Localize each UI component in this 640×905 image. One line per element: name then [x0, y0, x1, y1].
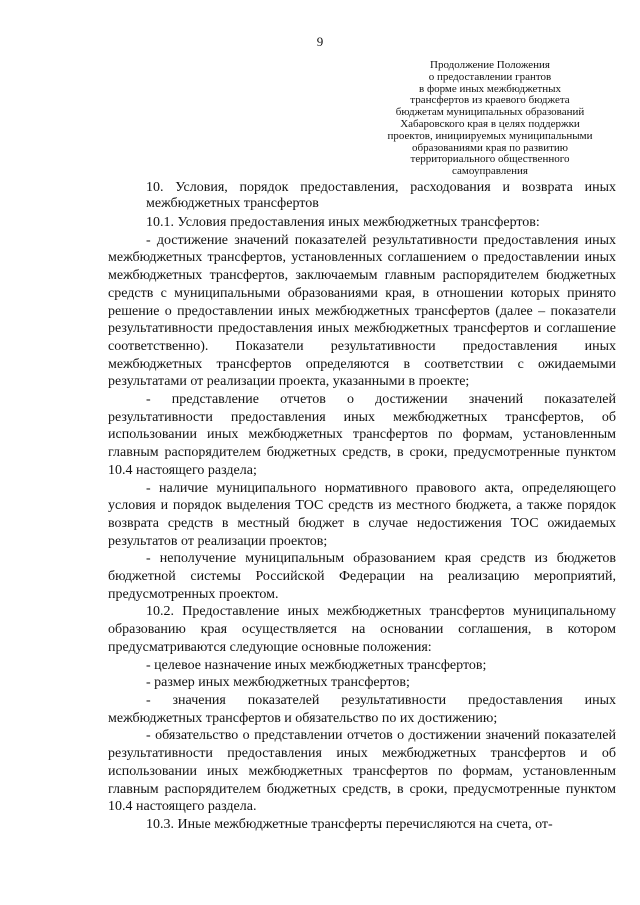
section-title: 10. Условия, порядок предоставления, расходования и возврата иных межбюджетных трансфертов [146, 180, 616, 211]
paragraph: - обязательство о представлении отчетов о достижении значений показателей результативности предоставления иных межбюджетных трансфертов и об использовании иных межбюджетных трансфертов по формам, установленным главным распорядителем бюджетных средств, в сроки, предусмотренные пунктом 10.4 настоящего раздела. [108, 728, 616, 815]
paragraph: - достижение значений показателей результативности предоставления иных межбюджетных трансфертов, установленных соглашением о предоставлении иных межбюджетных трансфертов, заключаемым главным распорядителем бюджетных средств с муниципальными образованиями края, в отношении которых принято решение о предоставлении иных межбюджетных трансфертов (далее – показатели результативности предоставления иных межбюджетных трансфертов и соглашение соответственно). Показатели результативности предоставления иных межбюджетных трансфертов определяются в соответствии с ожидаемыми результатами от реализации проекта, указанными в проекте; [108, 232, 616, 390]
header-line: самоуправления [452, 165, 528, 178]
header-line: Продолжение Положения [430, 59, 550, 71]
paragraph: - размер иных межбюджетных трансфертов; [146, 675, 410, 691]
document-body [108, 214, 616, 834]
paragraph: - наличие муниципального нормативного правового акта, определяющего условия и порядок выделения ТОС средств из местного бюджета, а также порядок возврата средств в местный бюджет в случае недостижения ТОС ожидаемых результатов от реализации проектов; [108, 480, 616, 549]
header-line: трансфертов из краевого бюджета [410, 94, 570, 107]
paragraph: - неполучение муниципальным образованием края средств из бюджетов бюджетной системы Российской Федерации на реализацию мероприятий, предусмотренных проектом. [108, 551, 616, 602]
header-line: о предоставлении грантов [428, 70, 552, 83]
header-line: бюджетам муниципальных образований [395, 106, 585, 119]
header-line: в форме иных межбюджетных [419, 82, 561, 95]
header-line: проектов, инициируемых муниципальными [387, 129, 593, 142]
paragraph: - целевое назначение иных межбюджетных трансфертов; [146, 657, 487, 673]
header-line: Хабаровского края в целях поддержки [400, 117, 580, 130]
header-line: образованиями края по развитию [411, 141, 568, 154]
paragraph: - представление отчетов о достижении значений показателей результативности предоставления иных межбюджетных трансфертов, об использовании иных межбюджетных трансфертов по формам, установленным главным распорядителем бюджетных средств, в сроки, предусмотренные пунктом 10.4 настоящего раздела; [108, 392, 616, 478]
paragraph: 10.1. Условия предоставления иных межбюджетных трансфертов: [146, 215, 540, 230]
header-line: территориального общественного [410, 153, 570, 166]
document-header [380, 60, 600, 178]
page-number: 9 [316, 34, 324, 49]
paragraph: - значения показателей результативности предоставления иных межбюджетных трансфертов и обязательство по их достижению; [108, 692, 616, 726]
paragraph: 10.2. Предоставление иных межбюджетных трансфертов муниципальному образованию края осуществляется на основании соглашения, в котором предусматриваются следующие основные положения: [108, 604, 616, 655]
paragraph: 10.3. Иные межбюджетные трансферты перечисляются на счета, от- [146, 816, 553, 832]
